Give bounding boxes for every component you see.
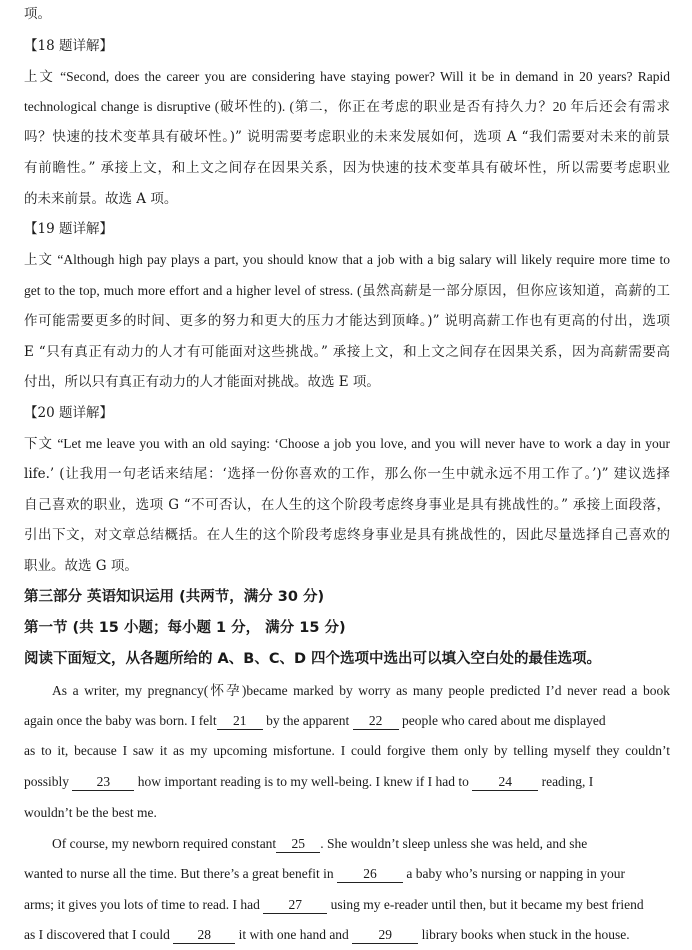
text-line: 项。 xyxy=(24,6,51,22)
passage-text: again once the baby was born. I felt xyxy=(24,713,217,728)
blank-27: 27 xyxy=(263,897,327,914)
passage-text: Of course, my newborn required constant xyxy=(52,836,277,851)
passage-text: by the apparent xyxy=(266,713,350,728)
text-line: 有前瞻性。” 承接上文，和上文之间存在因果关系，因为快速的技术变革具有破坏性，所以需要考虑职业 xyxy=(24,160,670,176)
text-line: 上文 “Although high pay plays a part, you should know that a job with a big salary will likely require more time to xyxy=(24,252,670,267)
text-line: 付出，所以只有真正有动力的人才能面对挑战。故选 E 项。 xyxy=(24,374,380,390)
text-line: 的未来前景。故选 A 项。 xyxy=(24,191,178,207)
passage-line xyxy=(24,895,670,915)
text-line: life.’ (让我用一句老话来结尾：‘选择一份你喜欢的工作，那么你一生中就永远不用工作了。’)” 建议选择 xyxy=(24,466,670,482)
passage-line xyxy=(24,741,670,761)
blank-23: 23 xyxy=(72,774,134,791)
blank-28: 28 xyxy=(173,927,235,944)
passage-line xyxy=(24,925,670,945)
reading-instruction: 阅读下面短文，从各题所给的 A、B、C、D 四个选项中选出可以填入空白处的最佳选项。 xyxy=(24,651,602,667)
text-line: technological change is disruptive (破坏性的). (第二，你正在考虑的职业是否有持久力？20 年后还会有需求 xyxy=(24,99,670,114)
text-line: 职业。故选 G 项。 xyxy=(24,558,138,574)
passage-text: people who cared about me displayed xyxy=(402,713,606,728)
passage-line xyxy=(24,803,670,823)
passage-text: As a writer, my pregnancy(怀孕)became marked by worry as many people predicted I’d never read a book xyxy=(52,683,670,698)
passage-text: using my e-reader until then, but it became my best friend xyxy=(330,897,644,912)
text-line: E “只有真正有动力的人才有可能面对这些挑战。” 承接上文，和上文之间存在因果关系，因为高薪需要高 xyxy=(24,344,670,360)
part-three-title: 第三部分 英语知识运用 (共两节，满分 30 分) xyxy=(24,589,325,605)
passage-line xyxy=(52,681,670,701)
text-line: 自己喜欢的职业，选项 G “不可否认，在人生的这个阶段考虑终身事业是具有挑战性的。” 承接上面段落， xyxy=(24,497,670,513)
passage-text: . She wouldn’t sleep unless she was held, and she xyxy=(320,836,588,851)
blank-24: 24 xyxy=(472,774,538,791)
blank-25: 25 xyxy=(276,836,320,853)
passage-text: as to it, because I saw it as my upcoming misfortune. I could forgive them only by telling myself they couldn’t xyxy=(24,743,670,758)
blank-21: 21 xyxy=(217,713,263,730)
text-line: 上文 “Second, does the career you are considering have staying power? Will it be in demand in 20 years? Rapid xyxy=(24,69,670,84)
passage-text: library books when stuck in the house. xyxy=(421,927,630,942)
passage-text: a baby who’s nursing or napping in your xyxy=(406,866,626,881)
blank-22: 22 xyxy=(353,713,399,730)
passage-text: wouldn’t be the best me. xyxy=(24,805,157,820)
text-line: 吗？快速的技术变革具有破坏性。)” 说明需要考虑职业的未来发展如何，选项 A “我们需要对未来的前景 xyxy=(24,129,670,145)
q20-heading: 【20 题详解】 xyxy=(24,405,113,421)
q18-heading: 【18 题详解】 xyxy=(24,38,113,54)
passage-text: possibly xyxy=(24,774,70,789)
text-line: 作可能需要更多的时间、更多的努力和更大的压力才能达到顶峰。)” 说明高薪工作也有更高的付出，选项 xyxy=(24,313,670,329)
passage-text: arms; it gives you lots of time to read. I had xyxy=(24,897,260,912)
passage-line xyxy=(24,864,670,884)
passage-text: it with one hand and xyxy=(238,927,349,942)
q19-heading: 【19 题详解】 xyxy=(24,221,113,237)
blank-26: 26 xyxy=(337,866,403,883)
passage-text: wanted to nurse all the time. But there’s a great benefit in xyxy=(24,866,334,881)
passage-text: reading, I xyxy=(541,774,594,789)
passage-text: as I discovered that I could xyxy=(24,927,170,942)
text-line: 引出下文，对文章总结概括。在人生的这个阶段考虑终身事业是具有挑战性的，因此尽量选择自己喜欢的 xyxy=(24,527,670,543)
passage-line xyxy=(52,834,670,854)
passage-text: how important reading is to my well-being. I knew if I had to xyxy=(137,774,469,789)
blank-29: 29 xyxy=(352,927,418,944)
passage-line xyxy=(24,772,670,792)
passage-line xyxy=(24,711,670,731)
text-line: 下文 “Let me leave you with an old saying: ‘Choose a job you love, and you will never have to work a day in your xyxy=(24,436,670,451)
text-line: get to the top, much more effort and a higher level of stress. (虽然高薪是一部分原因，但你应该知道，高薪的工 xyxy=(24,283,670,298)
section-one-title: 第一节 (共 15 小题；每小题 1 分， 满分 15 分) xyxy=(24,620,346,636)
